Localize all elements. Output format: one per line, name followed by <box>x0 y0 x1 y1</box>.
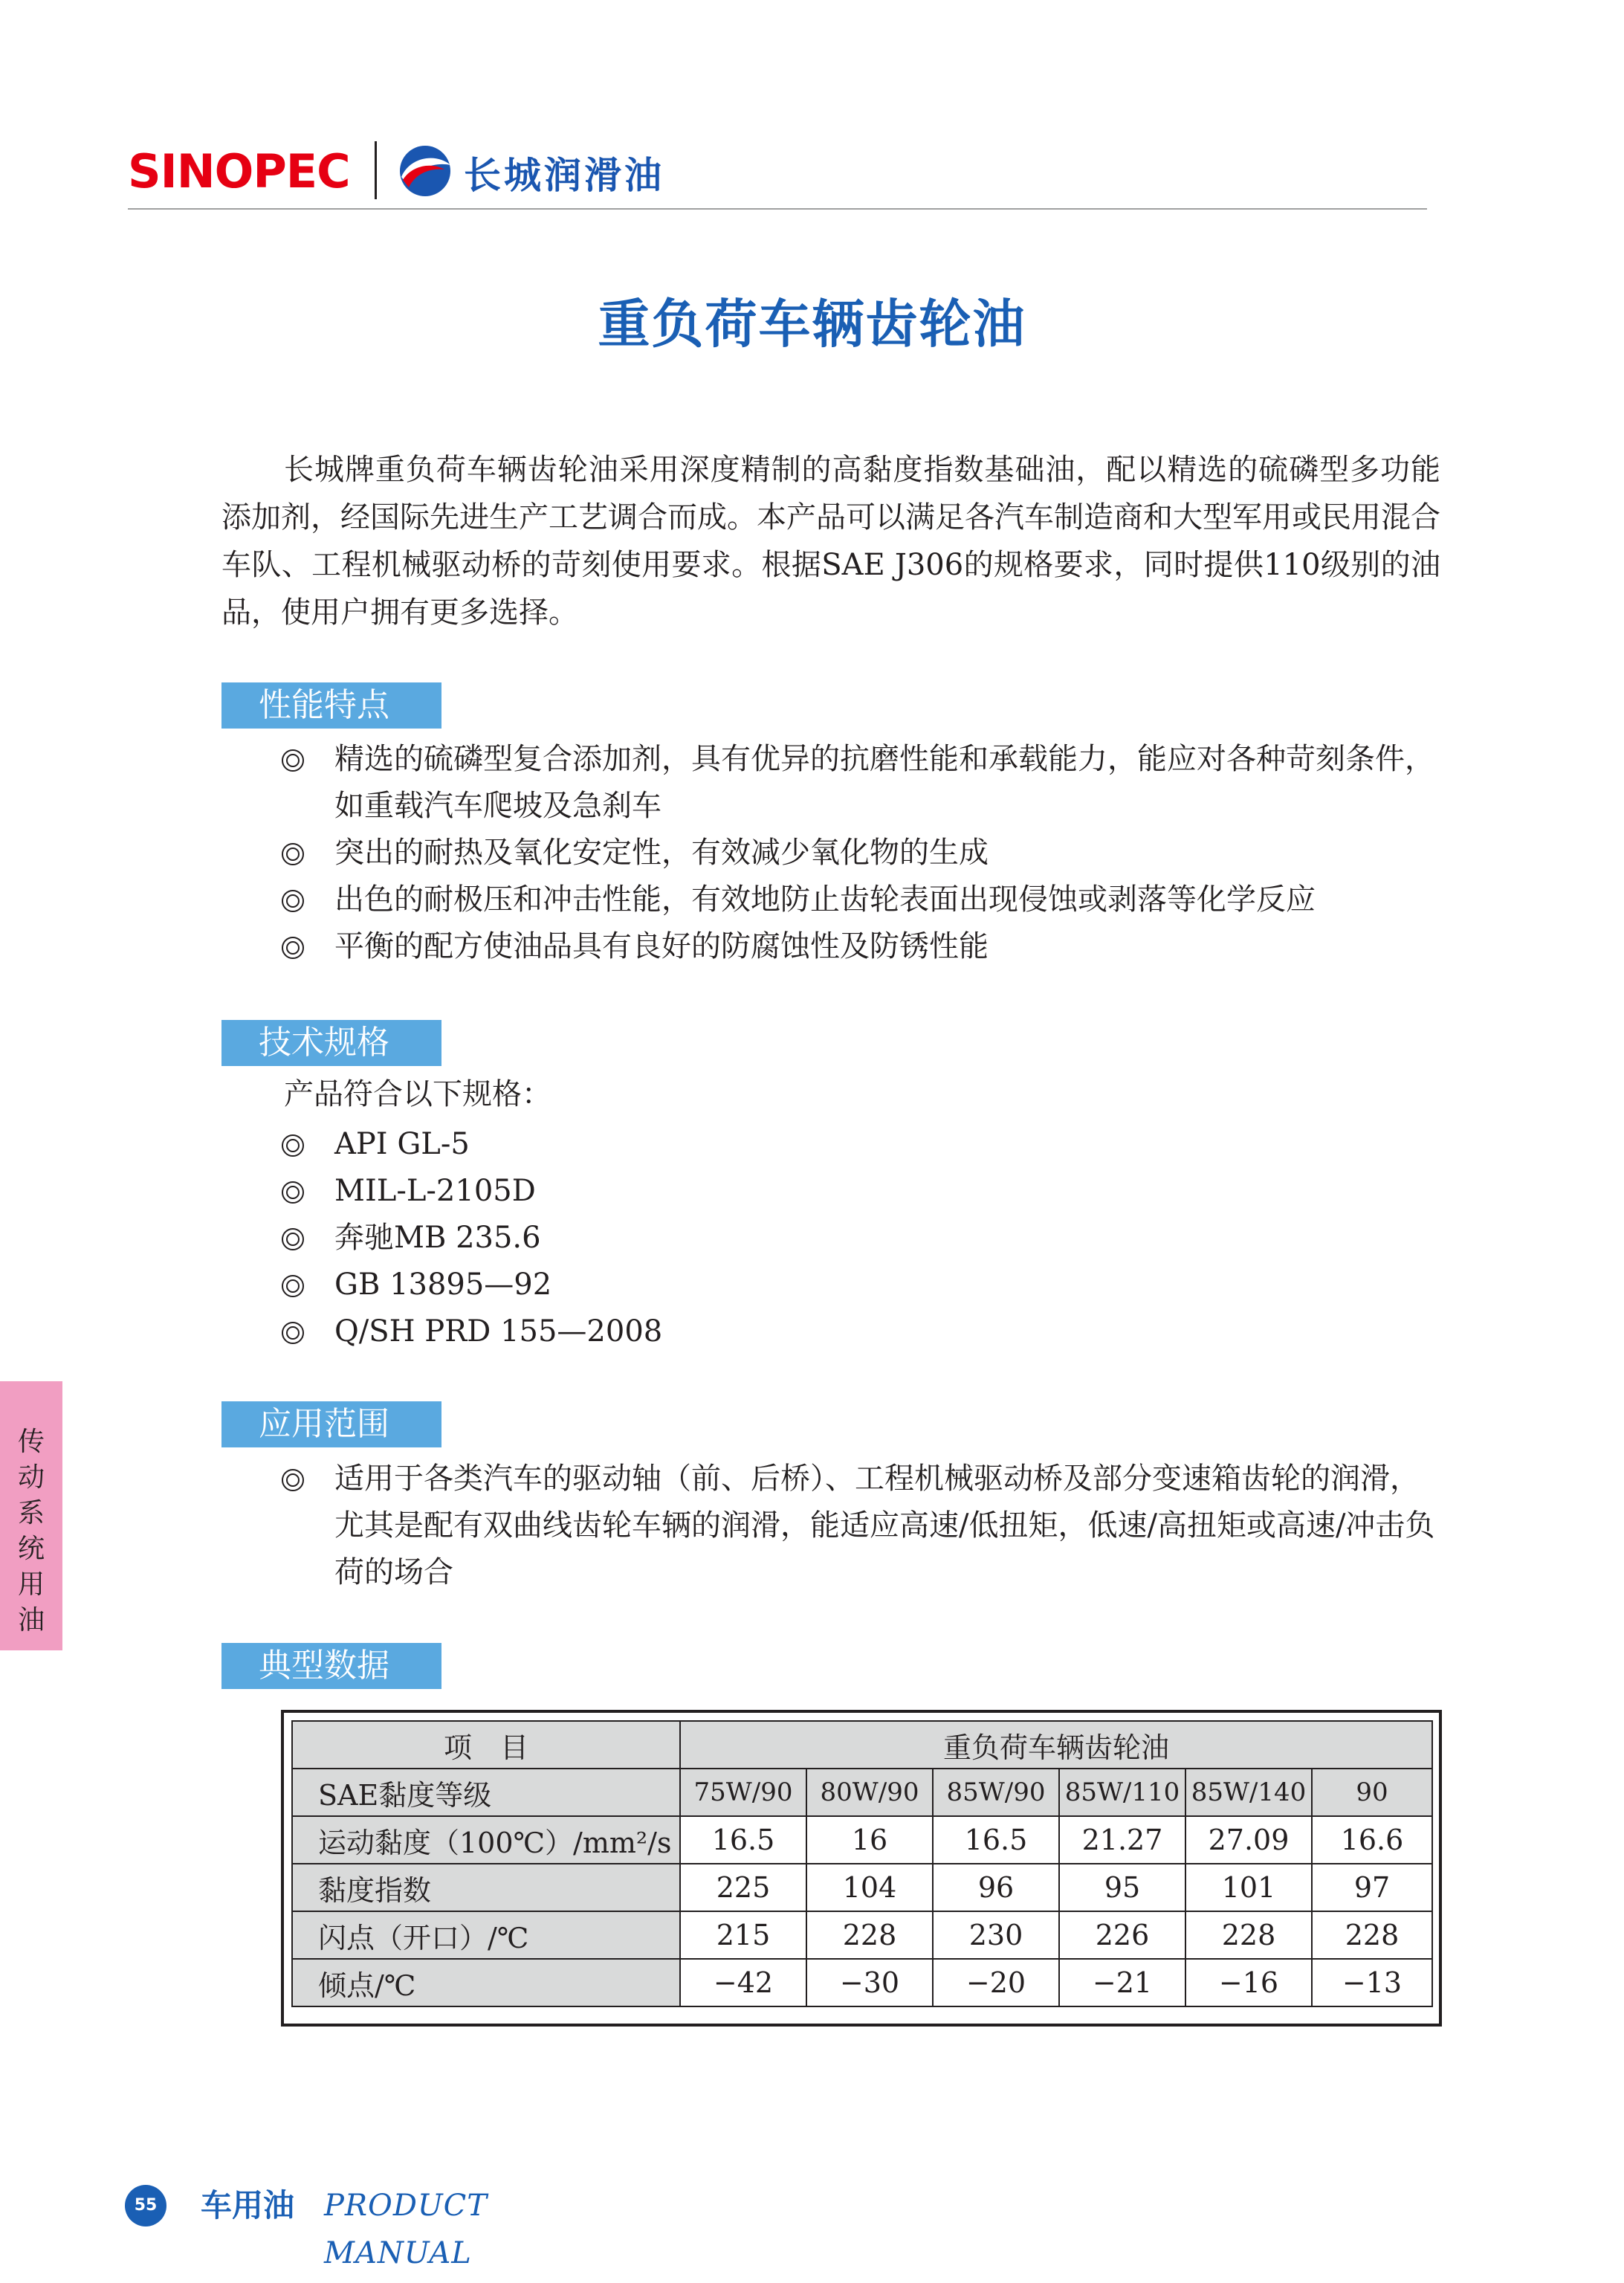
table-cell: −30 <box>806 1959 933 2006</box>
double-circle-bullet-icon <box>281 1468 305 1492</box>
table-cell: 225 <box>680 1864 806 1911</box>
table-cell: 215 <box>680 1911 806 1959</box>
specs-list <box>281 1121 1440 1355</box>
side-category-tab <box>0 1381 62 1650</box>
side-tab-label: 传 动 系 统 用 油 <box>17 1427 45 1635</box>
application-text: 适用于各类汽车的驱动轴（前、后桥）、工程机械驱动桥及部分变速箱齿轮的润滑，尤其是配有双曲线齿轮车辆的润滑，能适应高速/低扭矩，低速/高扭矩或高速/冲击负荷的场合 <box>334 1462 1435 1589</box>
typical-data-table <box>291 1720 1433 2007</box>
row-label: 闪点（开口）/℃ <box>292 1911 680 1959</box>
spec-text: 奔驰MB 235.6 <box>334 1221 541 1255</box>
table-cell: 228 <box>1185 1911 1312 1959</box>
table-cell: −21 <box>1059 1959 1185 2006</box>
table-header-product: 重负荷车辆齿轮油 <box>680 1721 1432 1769</box>
page-title: 重负荷车辆齿轮油 <box>598 294 1026 355</box>
table-cell: 85W/110 <box>1059 1769 1185 1816</box>
table-cell: 226 <box>1059 1911 1185 1959</box>
feature-text: 精选的硫磷型复合添加剂，具有优异的抗磨性能和承载能力，能应对各种苛刻条件，如重载汽车爬坡及急刹车 <box>334 742 1434 823</box>
spec-text: MIL-L-2105D <box>334 1174 536 1208</box>
table-cell: 85W/90 <box>933 1769 1059 1816</box>
table-cell: 95 <box>1059 1864 1185 1911</box>
table-cell: 27.09 <box>1185 1816 1312 1864</box>
table-cell: 16.6 <box>1312 1816 1432 1864</box>
list-item <box>281 736 1440 830</box>
section-heading-specs: 技术规格 <box>221 1020 441 1066</box>
spec-text: Q/SH PRD 155—2008 <box>334 1314 663 1349</box>
double-circle-bullet-icon <box>281 1134 305 1157</box>
row-label: 倾点/℃ <box>292 1959 680 2006</box>
feature-text: 出色的耐极压和冲击性能，有效地防止齿轮表面出现侵蚀或剥落等化学反应 <box>334 882 1316 917</box>
table-cell: −20 <box>933 1959 1059 2006</box>
section-heading-features: 性能特点 <box>221 682 441 729</box>
table-cell: 90 <box>1312 1769 1432 1816</box>
table-cell: 228 <box>1312 1911 1432 1959</box>
double-circle-bullet-icon <box>281 889 305 913</box>
footer-label-cn: 车用油 <box>201 2187 295 2224</box>
table-cell: 16.5 <box>933 1816 1059 1864</box>
table-cell: −13 <box>1312 1959 1432 2006</box>
header-rule <box>128 208 1427 210</box>
table-cell: 85W/140 <box>1185 1769 1312 1816</box>
table-cell: 16.5 <box>680 1816 806 1864</box>
table-cell: 101 <box>1185 1864 1312 1911</box>
spec-text: API GL-5 <box>334 1127 470 1161</box>
section-heading-application: 应用范围 <box>221 1401 441 1447</box>
application-list <box>281 1456 1440 1596</box>
table-cell: 75W/90 <box>680 1769 806 1816</box>
double-circle-bullet-icon <box>281 1227 305 1251</box>
typical-data-table-frame <box>281 1710 1442 2027</box>
table-row <box>292 1769 1432 1816</box>
feature-text: 突出的耐热及氧化安定性，有效减少氧化物的生成 <box>334 836 989 870</box>
table-cell: 97 <box>1312 1864 1432 1911</box>
table-cell: 104 <box>806 1864 933 1911</box>
intro-paragraph: 长城牌重负荷车辆齿轮油采用深度精制的高黏度指数基础油，配以精选的硫磷型多功能添加剂，经国际先进生产工艺调合而成。本产品可以满足各汽车制造商和大型军用或民用混合车队、工程机械驱动桥的苛刻使用要求。根据SAE J306的规格要求，同时提供110级别的油品，使用户拥有更多选择。 <box>221 453 1440 630</box>
table-row <box>292 1864 1432 1911</box>
list-item <box>281 1215 1440 1262</box>
spec-text: GB 13895—92 <box>334 1268 552 1302</box>
specs-lead: 产品符合以下规格： <box>284 1077 551 1111</box>
table-header-row <box>292 1721 1432 1769</box>
sinopec-wordmark: SINOPEC <box>128 144 350 198</box>
page-footer <box>125 2182 645 2270</box>
list-item <box>281 1262 1440 1308</box>
list-item <box>281 1308 1440 1355</box>
table-cell: 16 <box>806 1816 933 1864</box>
table-cell: 80W/90 <box>806 1769 933 1816</box>
page-number: 55 <box>125 2185 166 2227</box>
list-item <box>281 1121 1440 1168</box>
great-wall-swoosh-logo-icon <box>394 143 453 199</box>
section-heading-data: 典型数据 <box>221 1643 441 1689</box>
footer-label-en: PRODUCT MANUAL <box>324 2189 488 2270</box>
feature-text: 平衡的配方使油品具有良好的防腐蚀性及防锈性能 <box>334 929 989 963</box>
double-circle-bullet-icon <box>281 1181 305 1204</box>
table-header-item: 项 目 <box>292 1721 680 1769</box>
brand-name-cn: 长城润滑油 <box>464 154 664 197</box>
table-cell: 228 <box>806 1911 933 1959</box>
list-item <box>281 923 1440 970</box>
double-circle-bullet-icon <box>281 936 305 960</box>
table-cell: 230 <box>933 1911 1059 1959</box>
list-item <box>281 1456 1440 1596</box>
table-cell: −42 <box>680 1959 806 2006</box>
double-circle-bullet-icon <box>281 1321 305 1345</box>
header-divider <box>375 141 377 199</box>
row-label: 黏度指数 <box>292 1864 680 1911</box>
table-row <box>292 1959 1432 2006</box>
page-header <box>128 134 1427 208</box>
row-label: 运动黏度（100℃）/mm²/s <box>292 1816 680 1864</box>
double-circle-bullet-icon <box>281 1274 305 1298</box>
table-row <box>292 1911 1432 1959</box>
features-list <box>281 736 1440 970</box>
list-item <box>281 830 1440 876</box>
double-circle-bullet-icon <box>281 842 305 866</box>
table-cell: 21.27 <box>1059 1816 1185 1864</box>
table-cell: −16 <box>1185 1959 1312 2006</box>
double-circle-bullet-icon <box>281 749 305 772</box>
table-cell: 96 <box>933 1864 1059 1911</box>
list-item <box>281 876 1440 923</box>
table-row <box>292 1816 1432 1864</box>
row-label: SAE黏度等级 <box>292 1769 680 1816</box>
list-item <box>281 1168 1440 1215</box>
